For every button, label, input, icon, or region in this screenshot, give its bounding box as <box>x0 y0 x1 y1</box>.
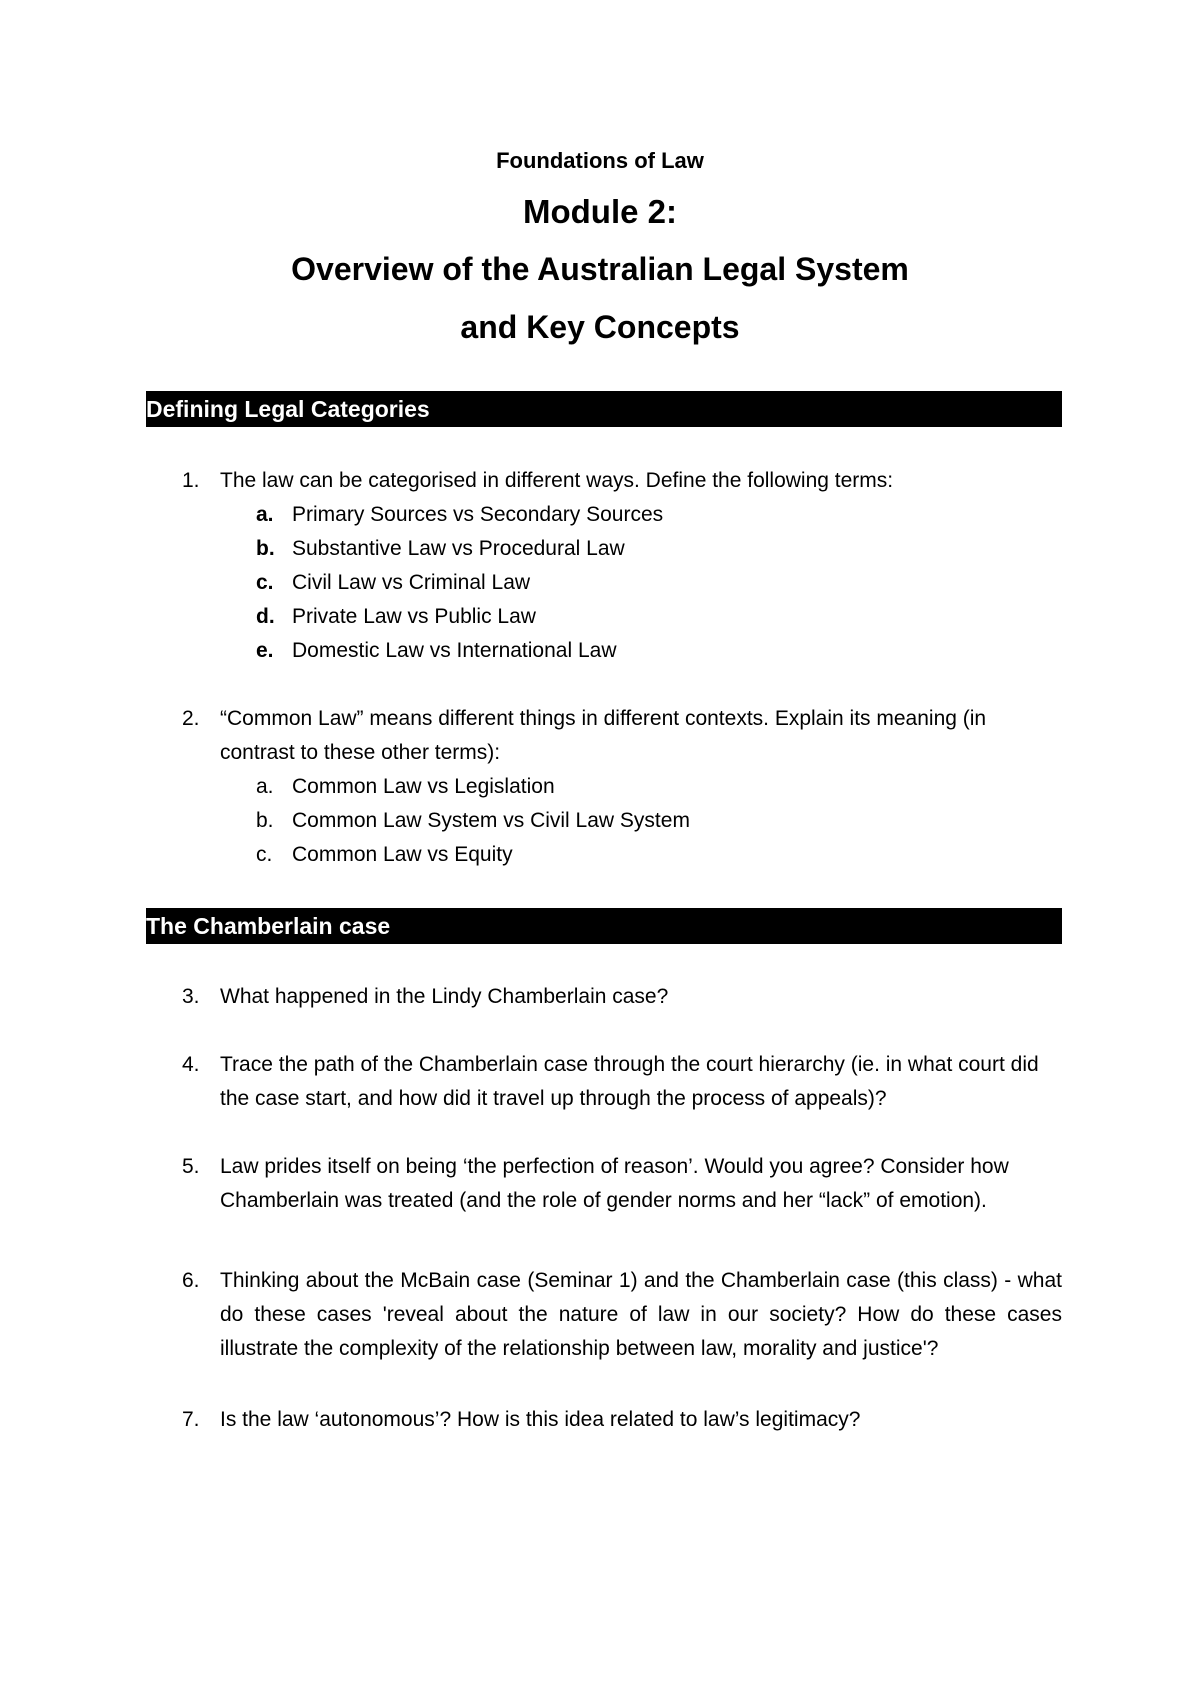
question-number: 6. <box>182 1269 200 1292</box>
subitem-1d <box>146 600 1062 634</box>
question-number: 2. <box>182 707 200 730</box>
section-heading-defining-legal-categories <box>146 391 1062 427</box>
question-3 <box>146 980 1062 1014</box>
question-number: 5. <box>182 1155 200 1178</box>
subitem-text: Civil Law vs Criminal Law <box>292 571 531 594</box>
subitem-letter: a. <box>256 503 274 526</box>
subitem-1e <box>146 634 1062 668</box>
subitem-1c <box>146 566 1062 600</box>
document-title-line-1: Overview of the Australian Legal System <box>291 251 909 287</box>
section-heading-text: Defining Legal Categories <box>146 396 430 422</box>
section-heading-text: The Chamberlain case <box>146 913 391 939</box>
subitem-text: Common Law vs Equity <box>292 843 513 866</box>
subitem-text: Domestic Law vs International Law <box>292 639 617 662</box>
subitem-2b <box>146 804 1062 838</box>
question-text: Law prides itself on being ‘the perfection of reason’. Would you agree? Consider how Chamberlain was treated (and the role of gender norms and her “lack” of emotion). <box>220 1155 1009 1212</box>
section-heading-chamberlain-case <box>146 908 1062 944</box>
question-7 <box>146 1403 1062 1437</box>
subitem-letter: e. <box>256 639 274 662</box>
question-number: 7. <box>182 1408 200 1431</box>
subitem-text: Primary Sources vs Secondary Sources <box>292 503 664 526</box>
question-text: The law can be categorised in different ways. Define the following terms: <box>220 469 894 492</box>
subitem-1a <box>146 498 1062 532</box>
question-number: 4. <box>182 1053 200 1076</box>
question-text: What happened in the Lindy Chamberlain case? <box>220 985 669 1008</box>
question-number: 3. <box>182 985 200 1008</box>
subitem-text: Common Law vs Legislation <box>292 775 555 798</box>
subitem-letter: b. <box>256 537 275 560</box>
question-number: 1. <box>182 469 200 492</box>
subitem-letter: a. <box>256 775 274 798</box>
document-title-line-2: and Key Concepts <box>460 309 740 345</box>
course-name: Foundations of Law <box>496 148 704 173</box>
subitem-2c <box>146 838 1062 872</box>
question-2 <box>146 702 1062 770</box>
question-text: Trace the path of the Chamberlain case through the court hierarchy (ie. in what court did the case start, and how did it travel up through the process of appeals)? <box>220 1053 1039 1110</box>
question-5 <box>146 1150 1062 1218</box>
subitem-letter: d. <box>256 605 275 628</box>
question-text: Is the law ‘autonomous’? How is this idea related to law’s legitimacy? <box>220 1408 861 1431</box>
module-number: Module 2: <box>523 193 677 230</box>
subitem-letter: c. <box>256 571 274 594</box>
subitem-text: Private Law vs Public Law <box>292 605 536 628</box>
question-1 <box>146 464 1062 498</box>
question-text: “Common Law” means different things in different contexts. Explain its meaning (in contrast to these other terms): <box>220 707 987 764</box>
question-4 <box>146 1048 1062 1116</box>
subitem-text: Substantive Law vs Procedural Law <box>292 537 625 560</box>
subitem-letter: c. <box>256 843 273 866</box>
question-6 <box>146 1264 1062 1366</box>
subitem-1b <box>146 532 1062 566</box>
question-text: Thinking about the McBain case (Seminar 1) and the Chamberlain case (this class) - what do these cases 'reveal about the nature of law in our society? How do these cases illustrate the complexity of the relationship between law, morality and justice'? <box>220 1269 1062 1360</box>
subitem-text: Common Law System vs Civil Law System <box>292 809 690 832</box>
subitem-2a <box>146 770 1062 804</box>
subitem-letter: b. <box>256 809 274 832</box>
